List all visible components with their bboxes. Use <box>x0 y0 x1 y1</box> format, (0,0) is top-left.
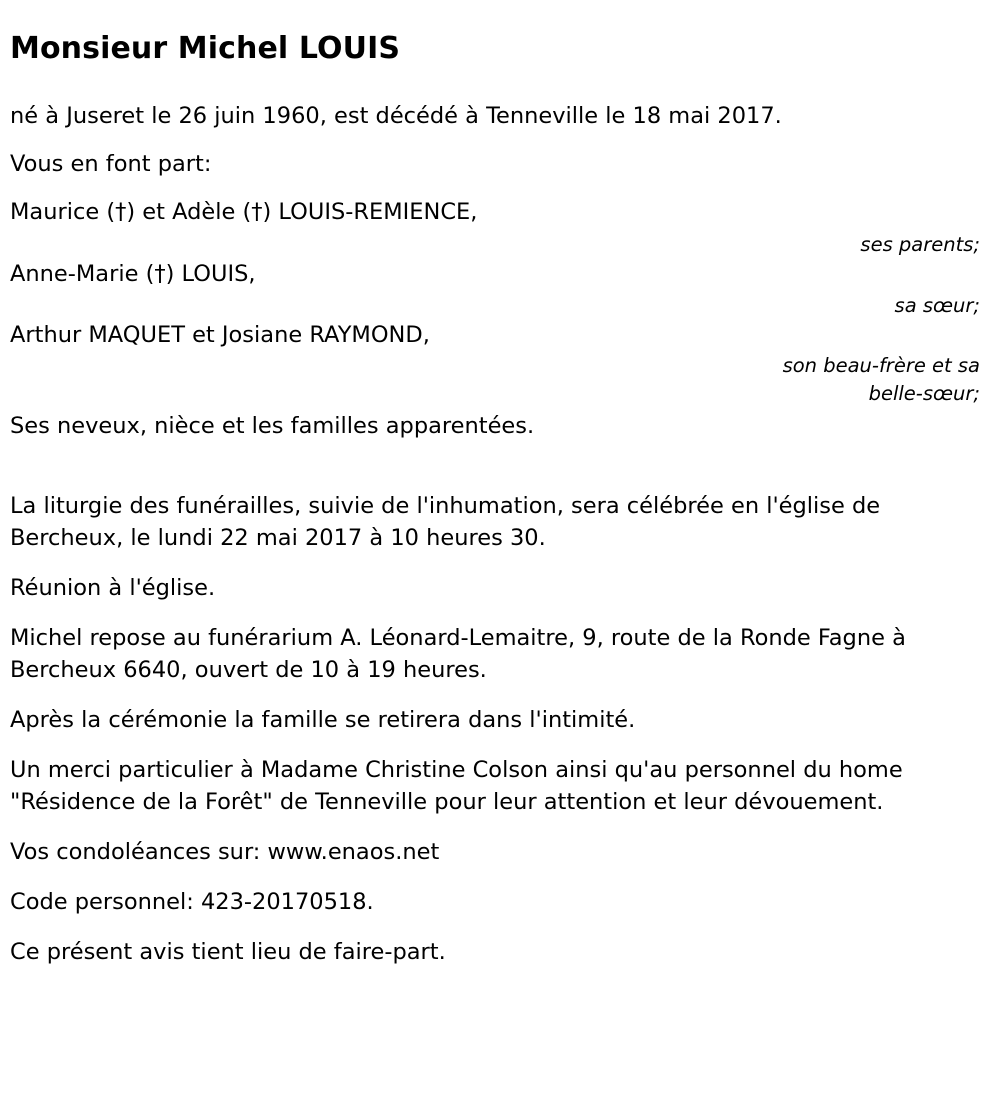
family-relation-line-1: son beau-frère et sa <box>782 354 980 378</box>
family-relation-line-2: belle-sœur; <box>868 381 980 405</box>
family-relation: sa sœur; <box>894 294 980 318</box>
announce-line: Vous en font part: <box>10 150 212 177</box>
liturgy-paragraph: La liturgie des funérailles, suivie de l'inhumation, sera célébrée en l'église de Bercheux, le lundi 22 mai 2017 à 10 heures 30. <box>10 493 881 552</box>
birth-death-line: né à Juseret le 26 juin 1960, est décédé à Tenneville le 18 mai 2017. <box>10 103 782 129</box>
family-relation: ses parents; <box>860 232 980 256</box>
family-entry <box>10 197 990 259</box>
family-names: Maurice (†) et Adèle (†) LOUIS-REMIENCE, <box>10 198 478 225</box>
thanks-paragraph: Un merci particulier à Madame Christine Colson ainsi qu'au personnel du home "Résidence de la Forêt" de Tenneville pour leur attention et leur dévouement. <box>10 757 903 815</box>
funerarium-paragraph: Michel repose au funérarium A. Léonard-Lemaitre, 9, route de la Ronde Fagne à Bercheux 6640, ouvert de 10 à 19 heures. <box>10 625 906 684</box>
condolences-line: Vos condoléances sur: www.enaos.net <box>10 838 440 865</box>
page-title: Monsieur Michel LOUIS <box>10 31 401 66</box>
survivors-line: Ses neveux, nièce et les familles apparentées. <box>10 413 535 440</box>
faire-part-line: Ce présent avis tient lieu de faire-part. <box>10 938 446 965</box>
reunion-line: Réunion à l'église. <box>10 575 216 602</box>
family-names: Arthur MAQUET et Josiane RAYMOND, <box>10 322 430 349</box>
family-entry <box>10 320 990 407</box>
after-ceremony-line: Après la cérémonie la famille se retirera dans l'intimité. <box>10 707 636 734</box>
personal-code-line: Code personnel: 423-20170518. <box>10 888 374 915</box>
family-list <box>10 197 990 408</box>
family-entry <box>10 259 990 321</box>
family-names: Anne-Marie (†) LOUIS, <box>10 260 256 287</box>
